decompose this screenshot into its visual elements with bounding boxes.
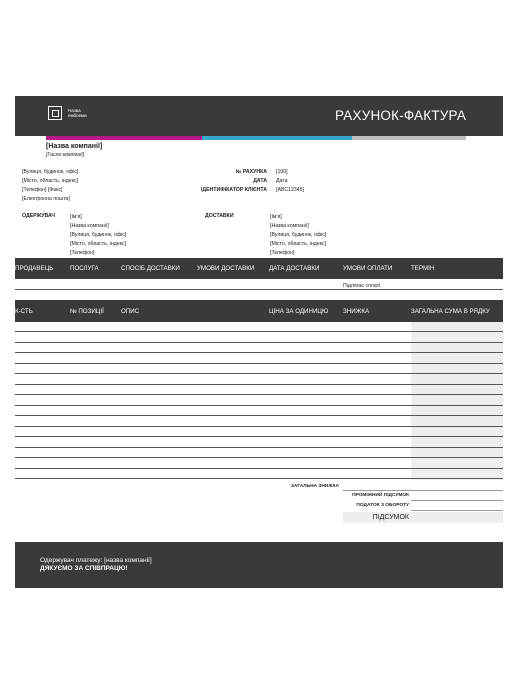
table-row [15, 426, 503, 427]
shipping-label: ДОСТАВКИ [205, 213, 234, 219]
company-slogan: [Гасло компанії] [46, 152, 85, 158]
terms-col-seller: ПРОДАВЕЦЬ [15, 265, 54, 272]
items-col-description: ОПИС [121, 308, 140, 315]
thanks-text: ДЯКУЄМО ЗА СПІВПРАЦЮ! [40, 565, 128, 572]
items-col-qty: К-СТЬ [15, 308, 33, 315]
table-row [15, 373, 503, 374]
shipping-company: [Назва компанії] [270, 223, 309, 229]
items-col-discount: ЗНИЖКА [343, 308, 370, 315]
table-row [15, 478, 503, 479]
logo-icon [48, 106, 62, 120]
table-row [15, 394, 503, 395]
invoice-number-value: [100] [276, 169, 288, 175]
recipient-name: [Ім'я] [70, 214, 82, 220]
recipient-company: [Назва компанії] [70, 223, 109, 229]
recipient-phone: [Телефон] [70, 250, 95, 256]
table-row [15, 405, 503, 406]
accent-bar-gray [352, 136, 466, 140]
recipient-label: ОДЕРЖУВАЧ [22, 213, 56, 219]
recipient-city: [Місто, область, індекс] [70, 241, 126, 247]
terms-col-due-date: ТЕРМІН [411, 265, 435, 272]
sender-city: [Місто, область, індекс] [22, 178, 78, 184]
items-col-item-no: № ПОЗИЦІЇ [70, 308, 104, 315]
shipping-city: [Місто, область, індекс] [270, 241, 326, 247]
sales-tax-line [411, 510, 503, 511]
terms-row-line [15, 289, 503, 290]
total-discount-label: ЗАГАЛЬНА ЗНИЖКА [290, 484, 339, 489]
table-row [15, 415, 503, 416]
company-name: [Назва компанії] [46, 143, 103, 150]
table-row [15, 384, 503, 385]
sender-street: [Вулиця, будинок, офіс] [22, 169, 79, 175]
total-discount-line [343, 490, 503, 491]
table-row [15, 436, 503, 437]
table-row [15, 468, 503, 469]
shipping-street: [Вулиця, будинок, офіс] [270, 232, 327, 238]
table-row [15, 457, 503, 458]
accent-bar-magenta [46, 136, 202, 140]
accent-bar-blue [202, 136, 352, 140]
invoice-date-value: Дата [276, 178, 288, 184]
table-row [15, 363, 503, 364]
terms-col-service: ПОСЛУГА [70, 265, 99, 272]
shipping-name: [Ім'я] [270, 214, 282, 220]
total-row-shade [343, 512, 503, 523]
table-row [15, 352, 503, 353]
client-id-label: ІДЕНТИФІКАТОР КЛІЄНТА [200, 187, 267, 193]
items-col-line-total: ЗАГАЛЬНА СУМА В РЯДКУ [411, 308, 490, 315]
table-row [15, 331, 503, 332]
table-row [15, 342, 503, 343]
terms-col-delivery-date: ДАТА ДОСТАВКИ [269, 265, 320, 272]
sender-phone-fax: [Телефон] [Факс] [22, 187, 63, 193]
recipient-street: [Вулиця, будинок, офіс] [70, 232, 127, 238]
total-label: ПІДСУМОК [372, 514, 409, 521]
sender-email: [Електронна пошта] [22, 196, 70, 202]
table-row [15, 447, 503, 448]
logo-text: Назва емблеми [68, 108, 87, 118]
subtotal-label: ПРОМІЖНИЙ ПІДСУМОК [352, 493, 409, 498]
invoice-date-label: ДАТА [253, 178, 267, 184]
client-id-value: [ABC12345] [276, 187, 304, 193]
subtotal-line [411, 500, 503, 501]
terms-col-payment-terms: УМОВИ ОПЛАТИ [343, 265, 393, 272]
payable-to-text: Одержувач платежу: [назва компанії] [40, 557, 152, 564]
payment-due-text: Підлягає сплаті [343, 283, 381, 289]
terms-col-shipping-terms: УМОВИ ДОСТАВКИ [197, 265, 255, 272]
invoice-number-label: № РАХУНКА [235, 169, 267, 175]
items-col-unit-price: ЦІНА ЗА ОДИНИЦЮ [269, 308, 329, 315]
invoice-title: РАХУНОК-ФАКТУРА [335, 108, 467, 123]
terms-col-shipping-method: СПОСІБ ДОСТАВКИ [121, 265, 180, 272]
sales-tax-label: ПОДАТОК З ОБОРОТУ [356, 503, 409, 508]
shipping-phone: [Телефон] [270, 250, 295, 256]
